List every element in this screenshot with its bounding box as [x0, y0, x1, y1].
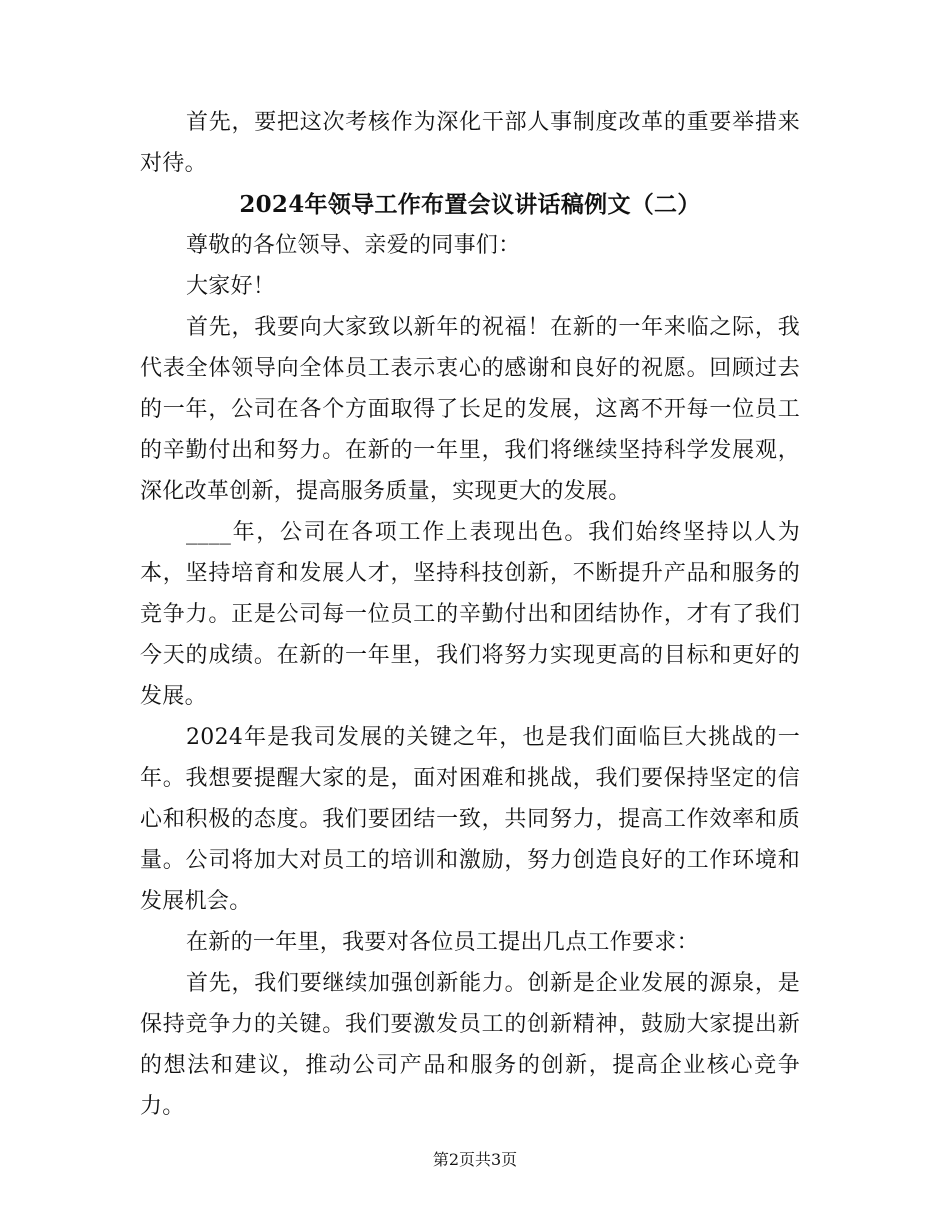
page-number: 第2页共3页	[432, 1150, 518, 1169]
body-paragraph: ____年，公司在各项工作上表现出色。我们始终坚持以人为本，坚持培育和发展人才，坚持科技创新，不断提升产品和服务的竞争力。正是公司每一位员工的辛勤付出和团结协作，才有了我们今天的成绩。在新的一年里，我们将努力实现更高的目标和更好的发展。	[140, 520, 800, 709]
greeting: 大家好！	[186, 274, 276, 299]
document-title: 2024年领导工作布置会议讲话稿例文（二）	[239, 191, 701, 218]
body-paragraph: 首先，我要向大家致以新年的祝福！在新的一年来临之际，我代表全体领导向全体员工表示衷心的感谢和良好的祝愿。回顾过去的一年，公司在各个方面取得了长足的发展，这离不开每一位员工的辛勤付出和努力。在新的一年里，我们将继续坚持科学发展观，深化改革创新，提高服务质量，实现更大的发展。	[140, 315, 800, 504]
body-paragraph: 首先，我们要继续加强创新能力。创新是企业发展的源泉，是保持竞争力的关键。我们要激发员工的创新精神，鼓励大家提出新的想法和建议，推动公司产品和服务的创新，提高企业核心竞争力。	[140, 971, 800, 1119]
body-paragraph: 在新的一年里，我要对各位员工提出几点工作要求：	[186, 930, 699, 955]
document-body	[140, 102, 800, 1127]
salutation: 尊敬的各位领导、亲爱的同事们：	[186, 233, 521, 258]
intro-paragraph: 首先，要把这次考核作为深化干部人事制度改革的重要举措来对待。	[140, 110, 800, 176]
body-paragraph: 2024年是我司发展的关键之年，也是我们面临巨大挑战的一年。我想要提醒大家的是，面对困难和挑战，我们要保持坚定的信心和积极的态度。我们要团结一致，共同努力，提高工作效率和质量。公司将加大对员工的培训和激励，努力创造良好的工作环境和发展机会。	[140, 725, 800, 914]
